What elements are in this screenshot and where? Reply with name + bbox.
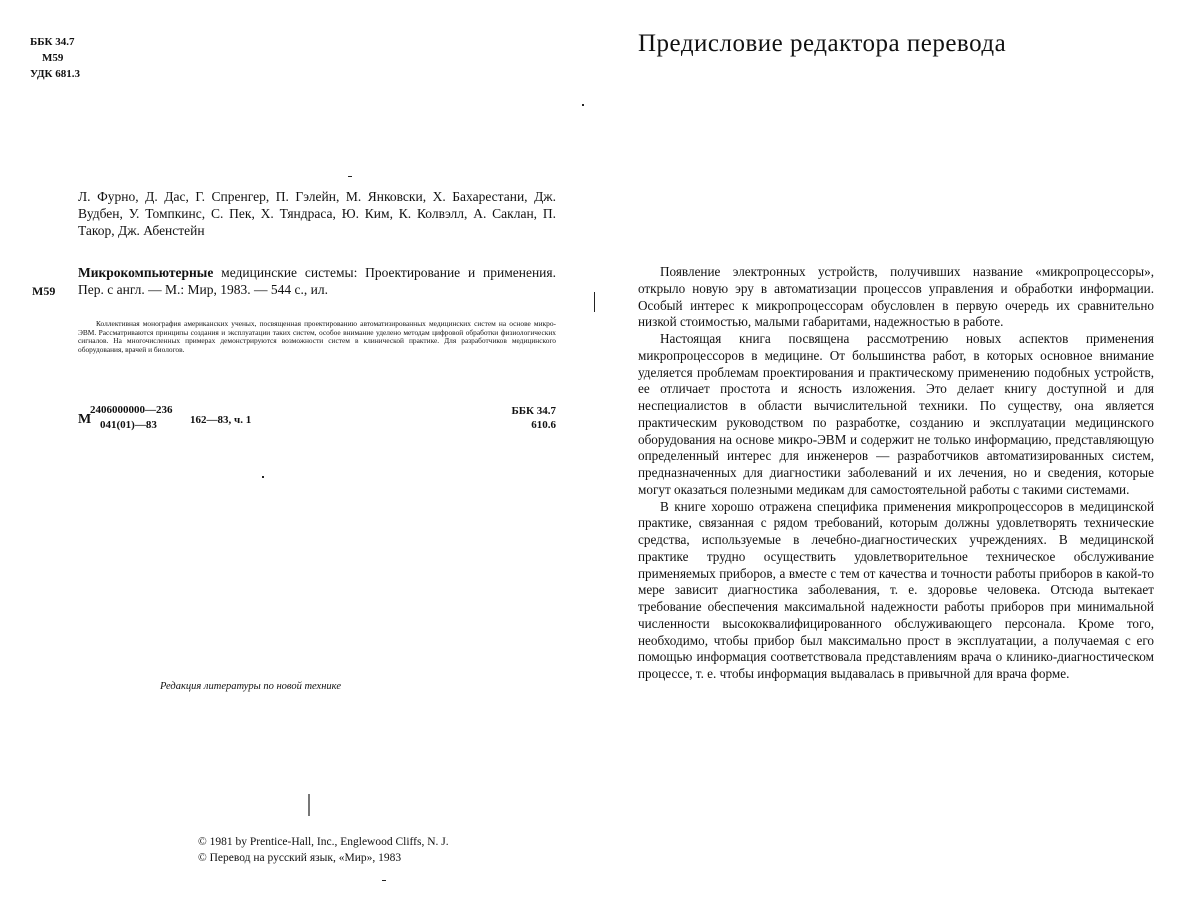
- print-speck: [348, 176, 352, 177]
- title-bold-word: Микрокомпьютерные: [78, 265, 214, 280]
- bbk-code: ББК 34.7: [30, 36, 75, 48]
- index-denominator: 041(01)—83: [100, 419, 157, 431]
- index-letter: М: [78, 412, 92, 427]
- udk-code: УДК 681.3: [30, 68, 81, 80]
- side-shelf-code: М59: [32, 284, 56, 298]
- bbk-right-block: [496, 404, 556, 432]
- bbk-right-code: ББК 34.7: [511, 405, 556, 417]
- paragraph: Появление электронных устройств, получивших название «микропроцессоры», открыло новую эру в автоматизации процессов управления и обработки информации. Особый интерес к микропроцессорам обусловлен в первую очередь их сравнительно низкой стоимостью, малыми габаритами, надежностью в работе.: [638, 264, 1154, 330]
- copyright-original: © 1981 by Prentice-Hall, Inc., Englewood Cliffs, N. J.: [198, 836, 449, 848]
- preface-body: [638, 264, 1154, 683]
- book-title-entry: [78, 264, 556, 298]
- annotation-text: Коллективная монография американских ученых, посвященная проектированию автоматизированных медицинских систем на основе микро-ЭВМ. Рассматриваются принципы создания и эксплуатации таких систем, особое внимание уделено методам цифровой обработки физиологических сигналов. На многочисленных примерах демонстрируются возможности систем в клинической практике. Для разработчиков медицинского оборудования, врачей и биологов.: [78, 319, 556, 354]
- copyright-translation: © Перевод на русский язык, «Мир», 1983: [198, 852, 402, 864]
- print-speck: [308, 794, 310, 816]
- editorial-line: Редакция литературы по новой технике: [160, 681, 341, 692]
- bbk-right-sub: 610.6: [531, 419, 556, 431]
- print-mark: [594, 292, 595, 312]
- print-speck: [582, 104, 584, 106]
- title-rest: медицинские системы: Проектирование и применения. Пер. с англ. — М.: Мир, 1983. — 544 с., ил.: [78, 265, 556, 297]
- print-speck: [382, 880, 386, 881]
- print-speck: [262, 476, 264, 478]
- catalog-codes: [30, 34, 80, 82]
- right-page-preface: [600, 0, 1200, 922]
- copyright-block: [198, 834, 449, 866]
- index-numerator: 2406000000—236: [90, 404, 173, 416]
- paragraph: Настоящая книга посвящена рассмотрению новых аспектов применения микропроцессоров в медицине. От большинства работ, в которых основное внимание уделяется проблемам проектирования и практическому применению подобных устройств, ее отличает простота и ясность изложения. Это делает книгу доступной и для неспециалистов в области вычислительной техники. По существу, она является практическим руководством по разработке, созданию и эксплуатации медицинского оборудования на основе микро-ЭВМ и содержит не только информацию, представляющую определенный интерес для инженеров — разработчиков автоматизированных систем, предназначенных для диагностики заболеваний и их лечения, но и сведения, которые могут оказаться полезными медикам для самостоятельной работы с такими системами.: [638, 331, 1154, 497]
- authors-list: Л. Фурно, Д. Дас, Г. Спренгер, П. Гэлейн, М. Янковски, Х. Бахарестани, Дж. Вудбен, У. Томпкинс, С. Пек, Х. Тяндраса, Ю. Ким, К. Колвэлл, А. Саклан, П. Такор, Дж. Абенстейн: [78, 189, 556, 238]
- index-tail: 162—83, ч. 1: [190, 414, 252, 426]
- preface-heading: Предисловие редактора перевода: [638, 30, 1007, 57]
- shelf-code: М59: [42, 52, 64, 64]
- paragraph: В книге хорошо отражена специфика применения микропроцессоров в медицинской практике, связанная с рядом требований, которым должны удовлетворять технические средства, используемые в лечебно-диагностических учреждениях. В медицинской практике трудно осуществить удовлетворительное техническое обслуживание применяемых приборов, а вместе с тем от качества и точности работы приборов в какой-то мере зависит диагностика заболевания, т. е. здоровье человека. Отсюда вытекает требование обеспечения максимальной надежности работы приборов при минимальной численности высококвалифицированного обслуживающего персонала. Кроме того, необходимо, чтобы прибор был максимально прост в эксплуатации, а получаемая с его помощью информация соответствовала представлениям врача о клинико-диагностическом процессе, т. е. чтобы информация выдавалась в привычной для врача форме.: [638, 498, 1154, 681]
